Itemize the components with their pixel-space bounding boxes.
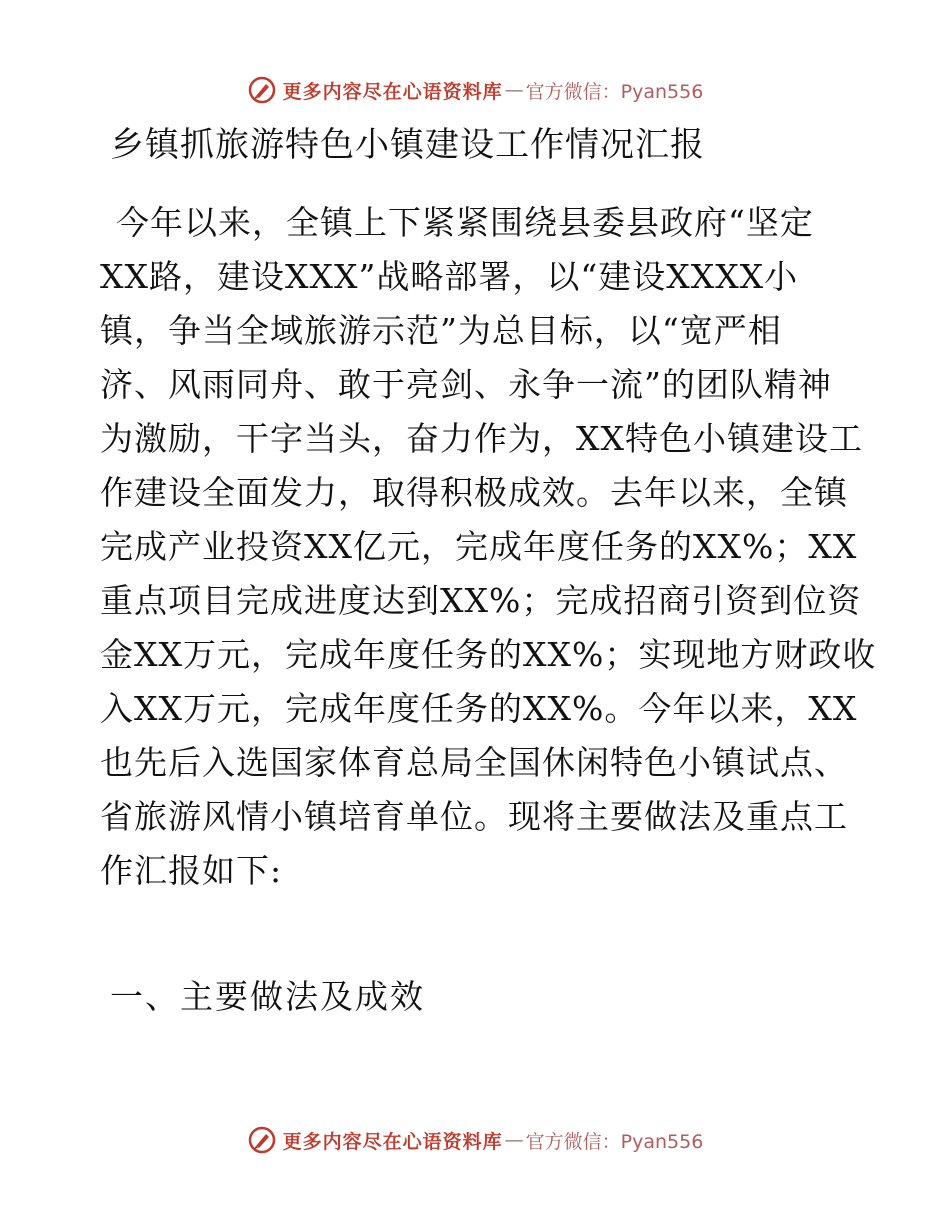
paragraph-line: 金XX万元，完成年度任务的XX%；实现地方财政收 (100, 635, 877, 674)
paragraph-line: 为激励，干字当头，奋力作为，XX特色小镇建设工 (100, 419, 863, 458)
paragraph-line: 重点项目完成进度达到XX%；完成招商引资到位资 (100, 581, 862, 620)
paragraph-line: 作建设全面发力，取得积极成效。去年以来，全镇 (100, 473, 848, 512)
paragraph-line: XX路，建设XXX”战略部署，以“建设XXXX小 (100, 257, 799, 296)
paragraph-line: 也先后入选国家体育总局全国休闲特色小镇试点、 (100, 743, 848, 782)
paragraph-line: 作汇报如下: (100, 851, 283, 890)
paragraph-line: 今年以来，全镇上下紧紧围绕县委县政府“坚定 (116, 203, 814, 242)
pen-nib-logo-icon (247, 75, 277, 105)
paragraph-line: 入XX万元，完成年度任务的XX%。今年以来，XX (100, 689, 858, 728)
paragraph-line: 省旅游风情小镇培育单位。现将主要做法及重点工 (100, 797, 848, 836)
watermark-footer (0, 1120, 950, 1160)
pen-nib-logo-icon (247, 1125, 277, 1155)
document-paragraph (100, 196, 877, 898)
watermark-contact-text: 官方微信：Pyan556 (525, 1130, 704, 1153)
watermark-separator: — (504, 79, 524, 101)
watermark-contact-text: 官方微信：Pyan556 (525, 80, 704, 103)
paragraph-line: 完成产业投资XX亿元，完成年度任务的XX%；XX (100, 527, 858, 566)
watermark-separator: — (504, 1129, 524, 1151)
section-heading: 一、主要做法及成效 (110, 977, 425, 1016)
document-title: 乡镇抓旅游特色小镇建设工作情况汇报 (110, 125, 705, 165)
paragraph-line: 镇，争当全域旅游示范”为总目标，以“宽严相 (100, 311, 782, 350)
watermark-site-text: 更多内容尽在心语资料库 (282, 80, 503, 103)
watermark-site-text: 更多内容尽在心语资料库 (282, 1130, 503, 1153)
watermark-header (0, 70, 950, 110)
paragraph-line: 济、风雨同舟、敢于亮剑、永争一流”的团队精神 (100, 365, 832, 404)
